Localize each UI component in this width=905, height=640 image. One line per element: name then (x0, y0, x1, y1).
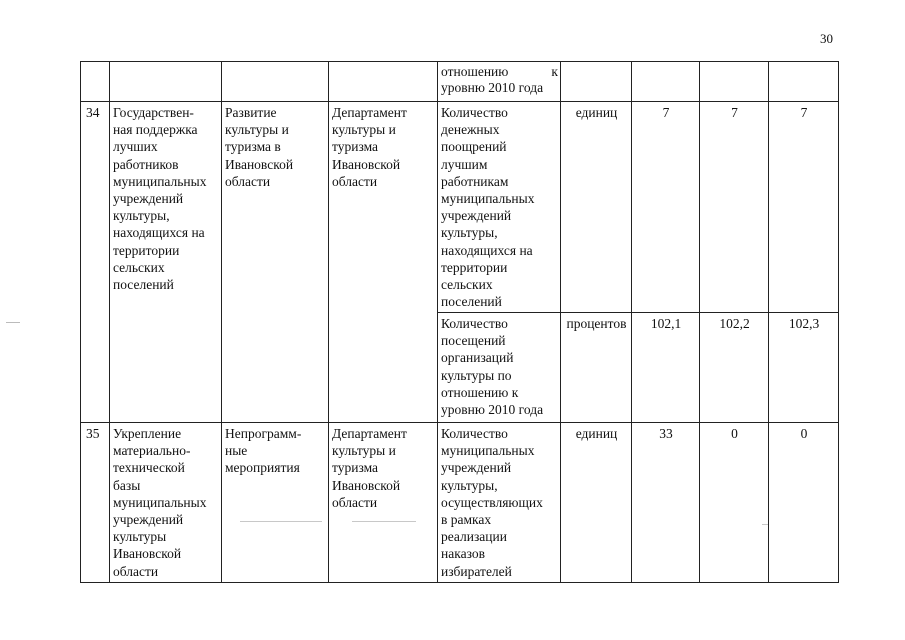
cell-executor (329, 62, 438, 102)
indicator-name: Количество денежных поощрений лучшим работникам муниципальных учреждений культуры, находящихся на территории сельских поселений (438, 102, 561, 313)
scan-smudge (240, 521, 322, 522)
cell-no (81, 62, 110, 102)
indicator-value-3: 7 (769, 102, 839, 313)
scan-smudge (352, 521, 416, 522)
scan-smudge (762, 524, 768, 525)
row-number: 35 (81, 423, 110, 583)
executor-name: Департамент культуры и туризма Ивановской области (329, 423, 438, 583)
indicator-value-2: 0 (700, 423, 769, 583)
indicator-value-1: 33 (632, 423, 700, 583)
indicator-value-1: 102,1 (632, 313, 700, 423)
cell-v1 (632, 62, 700, 102)
margin-mark (6, 322, 20, 323)
indicator-value-1: 7 (632, 102, 700, 313)
indicator-unit: единиц (561, 423, 632, 583)
indicator-value-3: 0 (769, 423, 839, 583)
indicator-name: Количество посещений организаций культуры по отношению к уровню 2010 года (438, 313, 561, 423)
indicator-unit: процентов (561, 313, 632, 423)
cell-program (222, 62, 329, 102)
cell-v2 (700, 62, 769, 102)
measures-table (80, 61, 839, 583)
indicator-line-1: отношению к (441, 64, 558, 79)
table-row (81, 102, 839, 313)
row-number: 34 (81, 102, 110, 423)
cell-name (110, 62, 222, 102)
indicator-name: Количество муниципальных учреждений культуры, осуществляющих в рамках реализации наказов избирателей (438, 423, 561, 583)
indicator-value-2: 102,2 (700, 313, 769, 423)
indicator-line-2: уровню 2010 года (441, 80, 544, 95)
program-name: Развитие культуры и туризма в Ивановской области (222, 102, 329, 423)
table-row (81, 423, 839, 583)
cell-unit (561, 62, 632, 102)
cell-indicator (438, 62, 561, 102)
program-name: Непрограмм- ные мероприятия (222, 423, 329, 583)
cell-v3 (769, 62, 839, 102)
measure-name: Государствен- ная поддержка лучших работников муниципальных учреждений культуры, находящихся на территории сельских поселений (110, 102, 222, 423)
measure-name: Укрепление материально- технической базы муниципальных учреждений культуры Ивановской области (110, 423, 222, 583)
page-number: 30 (820, 31, 833, 46)
continuation-row (81, 62, 839, 102)
indicator-unit: единиц (561, 102, 632, 313)
indicator-value-3: 102,3 (769, 313, 839, 423)
executor-name: Департамент культуры и туризма Ивановской области (329, 102, 438, 423)
indicator-value-2: 7 (700, 102, 769, 313)
